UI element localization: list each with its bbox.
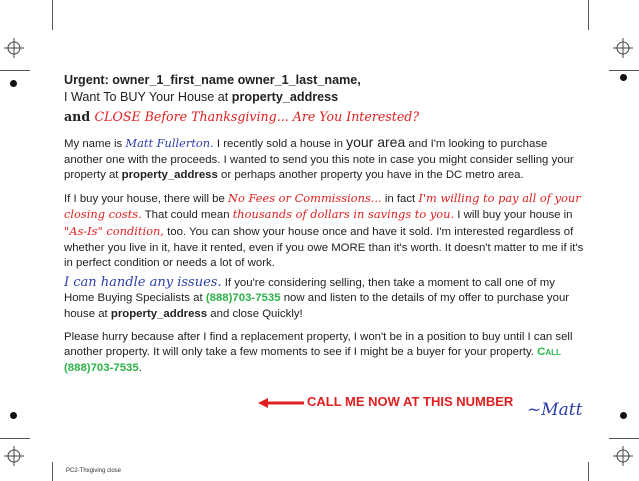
registration-dot-icon bbox=[10, 80, 17, 87]
owner-last-name: owner_1_last_name, bbox=[237, 73, 361, 87]
signature: ~Matt bbox=[527, 400, 583, 420]
issues-text: If you're considering selling, then take a moment to call one of my Home Buying Specialists at bbox=[64, 276, 555, 305]
offer-text: That could mean bbox=[141, 209, 233, 222]
offer-text: too. You can show your house once and have it sold. I'm interested regardless of whether you live in it, have it rented, even if you owe MORE than it's worth. It doesn't matter to me if it's in perfect condition or needs a lot of work. bbox=[64, 225, 584, 270]
savings-text: thousands of dollars in savings to you. bbox=[232, 207, 455, 222]
property-address: property_address bbox=[121, 169, 218, 182]
crop-mark-left-bottom bbox=[0, 438, 30, 439]
crop-mark-right-top bbox=[609, 70, 639, 71]
urgent-prefix: Urgent: bbox=[64, 73, 113, 87]
phone-number[interactable]: (888)703-7535 bbox=[205, 292, 281, 305]
registration-mark-icon bbox=[613, 38, 633, 58]
intro-text: and I'm looking to purchase another one with the proceeds. I wanted to send you this note in case you might consider selling your property at bbox=[64, 138, 574, 182]
crop-mark-bottom-right bbox=[588, 462, 589, 481]
heading-want-to-buy: I Want To BUY Your House at bbox=[64, 90, 232, 104]
registration-mark-icon bbox=[4, 446, 24, 466]
hurry-text: . bbox=[138, 361, 142, 374]
letter-body bbox=[64, 72, 584, 376]
footer-code: PC2-Thxgiving close bbox=[66, 468, 122, 474]
as-is-text: "As-Is" condition, bbox=[64, 223, 164, 238]
pay-closing-costs-text: I'm willing to pay all of your closing costs. bbox=[64, 190, 581, 222]
letter-heading-line1 bbox=[64, 72, 584, 89]
intro-text: I recently sold a house in bbox=[213, 138, 347, 150]
paragraph-hurry bbox=[64, 330, 584, 377]
registration-mark-icon bbox=[613, 446, 633, 466]
registration-dot-icon bbox=[620, 74, 627, 81]
letter-heading-line2 bbox=[64, 89, 584, 106]
hurry-text: Please hurry because after I find a replacement property, I won't be in a position to buy until I can sell another property. It will only take a few moments to see if I might be a buyer for your property. bbox=[64, 330, 573, 359]
crop-mark-bottom-left bbox=[52, 462, 53, 481]
paragraph-intro bbox=[64, 135, 584, 184]
heading-property-address: property_address bbox=[231, 90, 339, 104]
your-area-text: your area bbox=[346, 134, 406, 150]
sender-name: Matt Fullerton. bbox=[125, 136, 214, 150]
call-me-now-callout: CALL ME NOW AT THIS NUMBER bbox=[307, 394, 514, 409]
intro-text: or perhaps another property you have in the DC metro area. bbox=[217, 169, 524, 182]
issues-text: and close Quickly! bbox=[207, 307, 303, 320]
owner-first-name: owner_1_first_name bbox=[112, 73, 235, 87]
crop-mark-top-right bbox=[588, 0, 589, 30]
letter-heading-line3 bbox=[64, 108, 584, 126]
call-phone-number[interactable]: Call (888)703-7535 bbox=[64, 346, 561, 374]
registration-mark-icon bbox=[4, 38, 24, 58]
property-address: property_address bbox=[110, 307, 208, 320]
registration-dot-icon bbox=[10, 412, 17, 419]
offer-text: I will buy your house in bbox=[454, 209, 573, 222]
issues-text: now and listen to the details of my offer to purchase your house at bbox=[64, 292, 570, 320]
offer-text: If I buy your house, there will be bbox=[64, 192, 228, 205]
registration-dot-icon bbox=[620, 412, 627, 419]
crop-mark-top-left bbox=[52, 0, 53, 30]
heading-close-before-thanksgiving: CLOSE Before Thanksgiving... Are You Interested? bbox=[94, 109, 420, 124]
intro-text: My name is bbox=[64, 138, 126, 150]
arrow-left-icon bbox=[258, 398, 304, 408]
handle-issues-text: I can handle any issues. bbox=[64, 274, 222, 290]
paragraph-issues bbox=[64, 275, 584, 323]
no-fees-text: No Fees or Commissions... bbox=[228, 190, 382, 205]
crop-mark-right-bottom bbox=[609, 438, 639, 439]
paragraph-offer bbox=[64, 191, 584, 272]
offer-text: in fact bbox=[381, 192, 419, 205]
heading-and: and bbox=[64, 109, 95, 124]
crop-mark-left-top bbox=[0, 70, 30, 71]
